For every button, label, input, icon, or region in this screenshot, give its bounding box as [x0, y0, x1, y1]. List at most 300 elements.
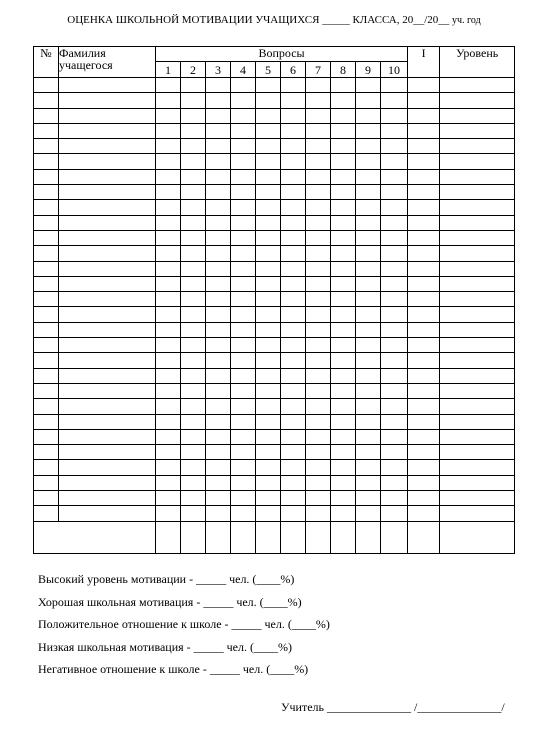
- table-cell[interactable]: [156, 353, 181, 368]
- table-cell[interactable]: [181, 353, 206, 368]
- table-cell[interactable]: [306, 506, 331, 521]
- table-cell[interactable]: [306, 276, 331, 291]
- table-cell[interactable]: [440, 154, 515, 169]
- table-cell[interactable]: [331, 353, 356, 368]
- table-cell[interactable]: [206, 154, 231, 169]
- table-cell[interactable]: [34, 154, 59, 169]
- table-cell[interactable]: [34, 230, 59, 245]
- table-cell[interactable]: [408, 154, 440, 169]
- table-cell[interactable]: [281, 169, 306, 184]
- table-cell[interactable]: [381, 491, 408, 506]
- table-cell[interactable]: [356, 78, 381, 93]
- table-cell[interactable]: [206, 383, 231, 398]
- table-cell[interactable]: [59, 123, 156, 138]
- table-cell[interactable]: [256, 185, 281, 200]
- table-cell[interactable]: [440, 185, 515, 200]
- table-cell[interactable]: [181, 261, 206, 276]
- table-cell[interactable]: [181, 185, 206, 200]
- table-cell[interactable]: [408, 429, 440, 444]
- table-cell[interactable]: [306, 93, 331, 108]
- table-cell[interactable]: [256, 261, 281, 276]
- table-cell[interactable]: [156, 108, 181, 123]
- table-cell[interactable]: [331, 108, 356, 123]
- table-cell[interactable]: [231, 460, 256, 475]
- table-cell[interactable]: [34, 169, 59, 184]
- table-cell[interactable]: [356, 506, 381, 521]
- table-cell[interactable]: [331, 185, 356, 200]
- table-cell[interactable]: [256, 475, 281, 490]
- table-cell[interactable]: [331, 154, 356, 169]
- table-cell[interactable]: [181, 93, 206, 108]
- table-cell[interactable]: [281, 460, 306, 475]
- table-cell[interactable]: [408, 460, 440, 475]
- table-cell[interactable]: [181, 460, 206, 475]
- table-cell[interactable]: [408, 383, 440, 398]
- table-cell[interactable]: [281, 475, 306, 490]
- table-cell[interactable]: [256, 414, 281, 429]
- table-cell[interactable]: [440, 445, 515, 460]
- table-cell[interactable]: [256, 154, 281, 169]
- table-cell[interactable]: [381, 307, 408, 322]
- table-cell[interactable]: [381, 353, 408, 368]
- table-cell[interactable]: [206, 139, 231, 154]
- table-cell[interactable]: [59, 475, 156, 490]
- table-cell[interactable]: [256, 383, 281, 398]
- table-cell[interactable]: [231, 169, 256, 184]
- table-cell[interactable]: [331, 246, 356, 261]
- table-cell[interactable]: [34, 322, 59, 337]
- table-cell[interactable]: [408, 93, 440, 108]
- table-cell[interactable]: [181, 215, 206, 230]
- table-cell[interactable]: [381, 276, 408, 291]
- table-cell[interactable]: [381, 215, 408, 230]
- table-cell[interactable]: [59, 215, 156, 230]
- table-cell[interactable]: [256, 123, 281, 138]
- table-cell[interactable]: [440, 169, 515, 184]
- table-cell[interactable]: [34, 460, 59, 475]
- table-cell[interactable]: [34, 491, 59, 506]
- table-cell[interactable]: [281, 521, 306, 553]
- table-cell[interactable]: [356, 491, 381, 506]
- table-cell[interactable]: [34, 353, 59, 368]
- table-cell[interactable]: [356, 292, 381, 307]
- table-cell[interactable]: [356, 169, 381, 184]
- table-cell[interactable]: [356, 230, 381, 245]
- table-cell[interactable]: [440, 108, 515, 123]
- table-cell[interactable]: [156, 185, 181, 200]
- table-cell[interactable]: [181, 78, 206, 93]
- table-cell[interactable]: [408, 338, 440, 353]
- table-cell[interactable]: [408, 108, 440, 123]
- table-cell[interactable]: [281, 123, 306, 138]
- table-cell[interactable]: [356, 475, 381, 490]
- table-cell[interactable]: [256, 460, 281, 475]
- table-cell[interactable]: [440, 429, 515, 444]
- table-cell[interactable]: [440, 368, 515, 383]
- table-cell[interactable]: [381, 169, 408, 184]
- table-cell[interactable]: [206, 491, 231, 506]
- table-cell[interactable]: [231, 185, 256, 200]
- table-cell[interactable]: [356, 414, 381, 429]
- table-cell[interactable]: [59, 169, 156, 184]
- table-cell[interactable]: [59, 200, 156, 215]
- table-cell[interactable]: [231, 93, 256, 108]
- table-cell[interactable]: [231, 475, 256, 490]
- table-cell[interactable]: [306, 429, 331, 444]
- table-cell[interactable]: [440, 292, 515, 307]
- table-cell[interactable]: [34, 399, 59, 414]
- table-cell[interactable]: [440, 491, 515, 506]
- table-cell[interactable]: [59, 506, 156, 521]
- table-cell[interactable]: [34, 521, 156, 553]
- table-cell[interactable]: [59, 78, 156, 93]
- table-cell[interactable]: [408, 169, 440, 184]
- table-cell[interactable]: [156, 292, 181, 307]
- table-cell[interactable]: [381, 292, 408, 307]
- table-cell[interactable]: [408, 307, 440, 322]
- table-cell[interactable]: [306, 185, 331, 200]
- table-cell[interactable]: [440, 93, 515, 108]
- table-cell[interactable]: [156, 139, 181, 154]
- table-cell[interactable]: [156, 230, 181, 245]
- table-cell[interactable]: [181, 154, 206, 169]
- table-cell[interactable]: [156, 399, 181, 414]
- table-cell[interactable]: [206, 322, 231, 337]
- table-cell[interactable]: [306, 475, 331, 490]
- table-cell[interactable]: [59, 307, 156, 322]
- table-cell[interactable]: [206, 460, 231, 475]
- table-cell[interactable]: [408, 521, 440, 553]
- table-cell[interactable]: [281, 261, 306, 276]
- table-cell[interactable]: [206, 215, 231, 230]
- table-cell[interactable]: [34, 200, 59, 215]
- table-cell[interactable]: [231, 108, 256, 123]
- table-cell[interactable]: [231, 414, 256, 429]
- table-cell[interactable]: [59, 292, 156, 307]
- table-cell[interactable]: [59, 338, 156, 353]
- table-cell[interactable]: [381, 78, 408, 93]
- table-cell[interactable]: [256, 108, 281, 123]
- table-cell[interactable]: [231, 154, 256, 169]
- table-cell[interactable]: [281, 399, 306, 414]
- table-cell[interactable]: [181, 292, 206, 307]
- table-cell[interactable]: [381, 230, 408, 245]
- table-cell[interactable]: [256, 246, 281, 261]
- table-cell[interactable]: [440, 475, 515, 490]
- table-cell[interactable]: [156, 169, 181, 184]
- table-cell[interactable]: [34, 215, 59, 230]
- table-cell[interactable]: [206, 475, 231, 490]
- table-cell[interactable]: [181, 429, 206, 444]
- table-cell[interactable]: [440, 460, 515, 475]
- table-cell[interactable]: [306, 307, 331, 322]
- table-cell[interactable]: [181, 521, 206, 553]
- table-cell[interactable]: [331, 261, 356, 276]
- table-cell[interactable]: [256, 169, 281, 184]
- table-cell[interactable]: [381, 322, 408, 337]
- table-cell[interactable]: [408, 292, 440, 307]
- table-cell[interactable]: [59, 93, 156, 108]
- table-cell[interactable]: [231, 276, 256, 291]
- table-cell[interactable]: [331, 215, 356, 230]
- table-cell[interactable]: [281, 246, 306, 261]
- table-cell[interactable]: [306, 261, 331, 276]
- table-cell[interactable]: [181, 307, 206, 322]
- table-cell[interactable]: [181, 322, 206, 337]
- table-cell[interactable]: [256, 139, 281, 154]
- table-cell[interactable]: [256, 215, 281, 230]
- table-cell[interactable]: [381, 123, 408, 138]
- table-cell[interactable]: [356, 521, 381, 553]
- table-cell[interactable]: [206, 78, 231, 93]
- table-cell[interactable]: [231, 445, 256, 460]
- table-cell[interactable]: [281, 78, 306, 93]
- table-cell[interactable]: [156, 93, 181, 108]
- table-cell[interactable]: [281, 445, 306, 460]
- table-cell[interactable]: [306, 414, 331, 429]
- table-cell[interactable]: [408, 185, 440, 200]
- table-cell[interactable]: [331, 383, 356, 398]
- table-cell[interactable]: [156, 200, 181, 215]
- table-cell[interactable]: [440, 338, 515, 353]
- table-cell[interactable]: [281, 322, 306, 337]
- table-cell[interactable]: [306, 108, 331, 123]
- table-cell[interactable]: [381, 338, 408, 353]
- table-cell[interactable]: [156, 445, 181, 460]
- table-cell[interactable]: [356, 154, 381, 169]
- table-cell[interactable]: [281, 108, 306, 123]
- table-cell[interactable]: [59, 414, 156, 429]
- table-cell[interactable]: [59, 353, 156, 368]
- table-cell[interactable]: [381, 460, 408, 475]
- table-cell[interactable]: [59, 139, 156, 154]
- table-cell[interactable]: [281, 307, 306, 322]
- table-cell[interactable]: [356, 353, 381, 368]
- table-cell[interactable]: [281, 506, 306, 521]
- table-cell[interactable]: [181, 475, 206, 490]
- table-cell[interactable]: [256, 368, 281, 383]
- table-cell[interactable]: [381, 246, 408, 261]
- table-cell[interactable]: [156, 322, 181, 337]
- table-cell[interactable]: [231, 368, 256, 383]
- table-cell[interactable]: [59, 246, 156, 261]
- table-cell[interactable]: [440, 307, 515, 322]
- table-cell[interactable]: [231, 429, 256, 444]
- table-cell[interactable]: [206, 307, 231, 322]
- table-cell[interactable]: [306, 491, 331, 506]
- table-cell[interactable]: [256, 200, 281, 215]
- table-cell[interactable]: [206, 445, 231, 460]
- table-cell[interactable]: [34, 108, 59, 123]
- table-cell[interactable]: [356, 383, 381, 398]
- table-cell[interactable]: [306, 368, 331, 383]
- table-cell[interactable]: [34, 307, 59, 322]
- table-cell[interactable]: [281, 276, 306, 291]
- table-cell[interactable]: [181, 506, 206, 521]
- table-cell[interactable]: [331, 307, 356, 322]
- table-cell[interactable]: [181, 200, 206, 215]
- table-cell[interactable]: [331, 399, 356, 414]
- table-cell[interactable]: [34, 276, 59, 291]
- table-cell[interactable]: [408, 276, 440, 291]
- table-cell[interactable]: [281, 383, 306, 398]
- table-cell[interactable]: [306, 460, 331, 475]
- table-cell[interactable]: [306, 169, 331, 184]
- table-cell[interactable]: [440, 383, 515, 398]
- table-cell[interactable]: [306, 246, 331, 261]
- table-cell[interactable]: [306, 322, 331, 337]
- table-cell[interactable]: [206, 521, 231, 553]
- table-cell[interactable]: [306, 445, 331, 460]
- table-cell[interactable]: [381, 506, 408, 521]
- table-cell[interactable]: [231, 353, 256, 368]
- table-cell[interactable]: [408, 399, 440, 414]
- table-cell[interactable]: [34, 246, 59, 261]
- table-cell[interactable]: [331, 475, 356, 490]
- table-cell[interactable]: [156, 491, 181, 506]
- table-cell[interactable]: [331, 491, 356, 506]
- table-cell[interactable]: [381, 185, 408, 200]
- table-cell[interactable]: [156, 506, 181, 521]
- table-cell[interactable]: [156, 368, 181, 383]
- table-cell[interactable]: [231, 215, 256, 230]
- table-cell[interactable]: [231, 200, 256, 215]
- table-cell[interactable]: [181, 383, 206, 398]
- table-cell[interactable]: [181, 445, 206, 460]
- table-cell[interactable]: [408, 506, 440, 521]
- table-cell[interactable]: [206, 246, 231, 261]
- table-cell[interactable]: [331, 414, 356, 429]
- table-cell[interactable]: [256, 338, 281, 353]
- table-cell[interactable]: [156, 307, 181, 322]
- table-cell[interactable]: [331, 169, 356, 184]
- table-cell[interactable]: [381, 368, 408, 383]
- table-cell[interactable]: [34, 445, 59, 460]
- table-cell[interactable]: [331, 322, 356, 337]
- table-cell[interactable]: [440, 230, 515, 245]
- table-cell[interactable]: [356, 93, 381, 108]
- table-cell[interactable]: [59, 154, 156, 169]
- table-cell[interactable]: [34, 93, 59, 108]
- table-cell[interactable]: [156, 154, 181, 169]
- table-cell[interactable]: [34, 475, 59, 490]
- table-cell[interactable]: [408, 491, 440, 506]
- table-cell[interactable]: [306, 215, 331, 230]
- table-cell[interactable]: [181, 338, 206, 353]
- table-cell[interactable]: [331, 445, 356, 460]
- table-cell[interactable]: [331, 368, 356, 383]
- table-cell[interactable]: [306, 353, 331, 368]
- table-cell[interactable]: [356, 215, 381, 230]
- table-cell[interactable]: [231, 123, 256, 138]
- table-cell[interactable]: [156, 338, 181, 353]
- table-cell[interactable]: [440, 123, 515, 138]
- table-cell[interactable]: [356, 338, 381, 353]
- table-cell[interactable]: [206, 414, 231, 429]
- table-cell[interactable]: [408, 246, 440, 261]
- table-cell[interactable]: [181, 139, 206, 154]
- table-cell[interactable]: [306, 139, 331, 154]
- table-cell[interactable]: [59, 399, 156, 414]
- table-cell[interactable]: [59, 460, 156, 475]
- table-cell[interactable]: [59, 491, 156, 506]
- table-cell[interactable]: [231, 246, 256, 261]
- table-cell[interactable]: [408, 368, 440, 383]
- table-cell[interactable]: [381, 521, 408, 553]
- table-cell[interactable]: [181, 399, 206, 414]
- table-cell[interactable]: [356, 368, 381, 383]
- table-cell[interactable]: [181, 246, 206, 261]
- table-cell[interactable]: [356, 460, 381, 475]
- table-cell[interactable]: [59, 383, 156, 398]
- table-cell[interactable]: [231, 230, 256, 245]
- table-cell[interactable]: [381, 154, 408, 169]
- table-cell[interactable]: [440, 261, 515, 276]
- table-cell[interactable]: [256, 322, 281, 337]
- table-cell[interactable]: [34, 123, 59, 138]
- table-cell[interactable]: [356, 123, 381, 138]
- table-cell[interactable]: [156, 414, 181, 429]
- table-cell[interactable]: [381, 475, 408, 490]
- table-cell[interactable]: [34, 185, 59, 200]
- table-cell[interactable]: [381, 261, 408, 276]
- table-cell[interactable]: [181, 368, 206, 383]
- table-cell[interactable]: [156, 475, 181, 490]
- table-cell[interactable]: [156, 276, 181, 291]
- table-cell[interactable]: [331, 78, 356, 93]
- table-cell[interactable]: [206, 200, 231, 215]
- table-cell[interactable]: [181, 414, 206, 429]
- table-cell[interactable]: [281, 185, 306, 200]
- table-cell[interactable]: [206, 399, 231, 414]
- table-cell[interactable]: [256, 307, 281, 322]
- table-cell[interactable]: [281, 139, 306, 154]
- table-cell[interactable]: [34, 292, 59, 307]
- table-cell[interactable]: [181, 108, 206, 123]
- table-cell[interactable]: [306, 123, 331, 138]
- table-cell[interactable]: [331, 460, 356, 475]
- table-cell[interactable]: [59, 429, 156, 444]
- table-cell[interactable]: [281, 429, 306, 444]
- table-cell[interactable]: [408, 200, 440, 215]
- table-cell[interactable]: [256, 429, 281, 444]
- table-cell[interactable]: [306, 383, 331, 398]
- table-cell[interactable]: [440, 353, 515, 368]
- table-cell[interactable]: [356, 185, 381, 200]
- table-cell[interactable]: [59, 261, 156, 276]
- table-cell[interactable]: [256, 506, 281, 521]
- table-cell[interactable]: [231, 506, 256, 521]
- table-cell[interactable]: [440, 200, 515, 215]
- table-cell[interactable]: [356, 261, 381, 276]
- table-cell[interactable]: [381, 414, 408, 429]
- table-cell[interactable]: [34, 338, 59, 353]
- table-cell[interactable]: [256, 230, 281, 245]
- table-cell[interactable]: [408, 353, 440, 368]
- table-cell[interactable]: [408, 78, 440, 93]
- table-cell[interactable]: [356, 108, 381, 123]
- table-cell[interactable]: [331, 230, 356, 245]
- table-cell[interactable]: [59, 445, 156, 460]
- table-cell[interactable]: [381, 139, 408, 154]
- table-cell[interactable]: [206, 93, 231, 108]
- table-cell[interactable]: [281, 93, 306, 108]
- table-cell[interactable]: [408, 414, 440, 429]
- table-cell[interactable]: [331, 276, 356, 291]
- table-cell[interactable]: [156, 383, 181, 398]
- table-cell[interactable]: [356, 399, 381, 414]
- table-cell[interactable]: [256, 93, 281, 108]
